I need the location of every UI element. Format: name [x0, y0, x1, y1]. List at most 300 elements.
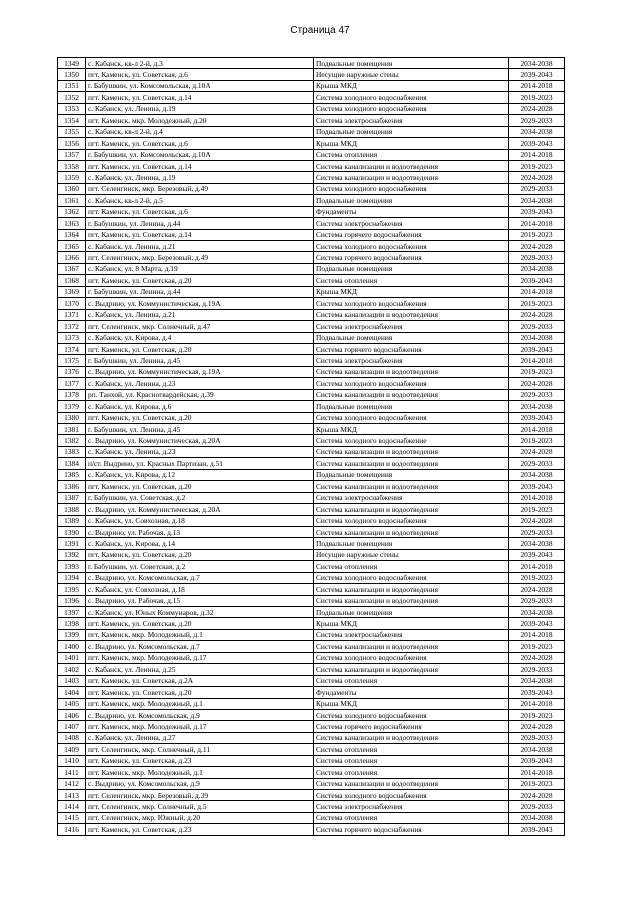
row-system: Система отопления — [314, 561, 509, 572]
row-period: 2014-2018 — [509, 492, 565, 503]
row-system: Система горячего водоснабжения — [314, 229, 509, 240]
row-system: Подвальные помещения — [314, 607, 509, 618]
table-row — [58, 572, 565, 583]
row-system: Крыша МКД — [314, 138, 509, 149]
row-number: 1397 — [58, 607, 86, 618]
row-address: пгт. Селенгинск, мкр. Березовый, д.49 — [86, 183, 314, 194]
row-system: Система холодного водоснабжения — [314, 103, 509, 114]
row-address: рп. Танхой, ул. Красногвардейская, д.39 — [86, 389, 314, 400]
row-number: 1416 — [58, 824, 86, 835]
row-system: Система канализации и водоотведения — [314, 664, 509, 675]
table-row — [58, 69, 565, 80]
row-address: г. Бабушкин, ул. Ленина, д.45 — [86, 355, 314, 366]
row-number: 1375 — [58, 355, 86, 366]
row-address: п/ст. Выдрино, ул. Красных Партизан, д.51 — [86, 458, 314, 469]
row-number: 1360 — [58, 183, 86, 194]
row-address: с. Выдрино, ул. Комсомольская, д.9 — [86, 709, 314, 720]
row-period: 2019-2023 — [509, 92, 565, 103]
row-system: Система холодного водоснабжения — [314, 378, 509, 389]
row-number: 1380 — [58, 412, 86, 423]
row-system: Система холодного водоснабжения — [314, 652, 509, 663]
table-row — [58, 607, 565, 618]
table-row — [58, 160, 565, 171]
table-row — [58, 355, 565, 366]
table-row — [58, 801, 565, 812]
row-number: 1395 — [58, 584, 86, 595]
row-period: 2024-2028 — [509, 515, 565, 526]
row-number: 1353 — [58, 103, 86, 114]
row-period: 2024-2028 — [509, 721, 565, 732]
row-number: 1356 — [58, 138, 86, 149]
row-period: 2039-2043 — [509, 206, 565, 217]
row-period: 2029-2033 — [509, 526, 565, 537]
row-system: Система электроснабжения — [314, 801, 509, 812]
row-address: с. Выдрино, ул. Комсомольская, д.7 — [86, 641, 314, 652]
row-system: Система канализации и водоотведения — [314, 389, 509, 400]
row-address: г. Бабушкин, ул. Комсомольская, д.10А — [86, 149, 314, 160]
row-period: 2019-2023 — [509, 435, 565, 446]
table-row — [58, 709, 565, 720]
row-system: Система отопления — [314, 744, 509, 755]
row-system: Система канализации и водоотведения — [314, 584, 509, 595]
table-row — [58, 618, 565, 629]
table-row — [58, 504, 565, 515]
table-row — [58, 446, 565, 457]
row-address: с. Выдрино, ул. Комсомольская, д.9 — [86, 778, 314, 789]
row-system: Подвальные помещения — [314, 469, 509, 480]
row-number: 1374 — [58, 343, 86, 354]
row-address: пгт. Каменск, ул. Советская, д.20 — [86, 549, 314, 560]
table-row — [58, 515, 565, 526]
row-system: Система канализации и водоотведения — [314, 778, 509, 789]
row-address: с. Выдрино, ул. Коммунистическая, д.19А — [86, 366, 314, 377]
row-address: г. Бабушкин, ул. Комсомольская, д.10А — [86, 80, 314, 91]
row-address: пгт. Каменск, ул. Советская, д.14 — [86, 229, 314, 240]
row-address: пгт. Каменск, ул. Советская, д.20 — [86, 618, 314, 629]
row-number: 1362 — [58, 206, 86, 217]
row-period: 2039-2043 — [509, 343, 565, 354]
table-row — [58, 424, 565, 435]
row-number: 1361 — [58, 195, 86, 206]
row-period: 2034-2038 — [509, 538, 565, 549]
row-period: 2019-2023 — [509, 366, 565, 377]
registry-table — [57, 57, 565, 836]
table-row — [58, 332, 565, 343]
row-address: пгт. Каменск, ул. Советская, д.20 — [86, 412, 314, 423]
row-system: Фундаменты — [314, 206, 509, 217]
row-number: 1370 — [58, 298, 86, 309]
row-period: 2029-2033 — [509, 183, 565, 194]
row-number: 1364 — [58, 229, 86, 240]
row-system: Система канализации и водоотведения — [314, 504, 509, 515]
row-address: с. Кабанск, кв-л 2-й, д.4 — [86, 126, 314, 137]
row-period: 2029-2033 — [509, 801, 565, 812]
row-address: пгт. Селенгинск, мкр. Березовый, д.49 — [86, 252, 314, 263]
row-number: 1390 — [58, 526, 86, 537]
row-number: 1357 — [58, 149, 86, 160]
row-system: Система электроснабжения — [314, 218, 509, 229]
table-row — [58, 561, 565, 572]
row-period: 2039-2043 — [509, 824, 565, 835]
row-system: Система холодного водоснабжения — [314, 183, 509, 194]
row-system: Система канализации и водоотведения — [314, 481, 509, 492]
row-address: с. Кабанск, ул. Ленина, д.21 — [86, 309, 314, 320]
row-address: с. Кабанск, ул. Ленина, д.19 — [86, 172, 314, 183]
row-number: 1386 — [58, 481, 86, 492]
row-address: пгт. Каменск, мкр. Молодежный, д.17 — [86, 652, 314, 663]
table-row — [58, 629, 565, 640]
row-system: Система канализации и водоотведения — [314, 641, 509, 652]
table-row — [58, 126, 565, 137]
table-row — [58, 412, 565, 423]
row-period: 2019-2023 — [509, 709, 565, 720]
row-address: с. Выдрино, ул. Рабочая, д.13 — [86, 526, 314, 537]
row-number: 1401 — [58, 652, 86, 663]
row-period: 2039-2043 — [509, 138, 565, 149]
row-period: 2024-2028 — [509, 172, 565, 183]
row-number: 1392 — [58, 549, 86, 560]
row-period: 2034-2038 — [509, 744, 565, 755]
row-system: Система горячего водоснабжения — [314, 343, 509, 354]
row-number: 1352 — [58, 92, 86, 103]
row-system: Крыша МКД — [314, 618, 509, 629]
row-address: пгт. Селенгинск, мкр. Березовый, д.39 — [86, 790, 314, 801]
row-period: 2024-2028 — [509, 790, 565, 801]
row-address: пгт. Каменск, ул. Советская, д.2А — [86, 675, 314, 686]
row-address: г. Бабушкин, ул. Советская, д.2 — [86, 561, 314, 572]
row-period: 2034-2038 — [509, 607, 565, 618]
row-period: 2039-2043 — [509, 549, 565, 560]
row-period: 2019-2023 — [509, 641, 565, 652]
row-number: 1388 — [58, 504, 86, 515]
table-row — [58, 275, 565, 286]
row-address: пгт. Каменск, ул. Советская, д.20 — [86, 687, 314, 698]
table-row — [58, 481, 565, 492]
row-address: с. Кабанск, ул. Кирова, д.4 — [86, 332, 314, 343]
row-number: 1351 — [58, 80, 86, 91]
row-period: 2039-2043 — [509, 618, 565, 629]
row-system: Крыша МКД — [314, 698, 509, 709]
row-address: с. Кабанск, ул. 8 Марта, д.19 — [86, 263, 314, 274]
row-address: пгт. Каменск, ул. Советская, д.6 — [86, 69, 314, 80]
row-number: 1349 — [58, 58, 86, 69]
row-address: с. Выдрино, ул. Комсомольская, д.7 — [86, 572, 314, 583]
row-period: 2024-2028 — [509, 309, 565, 320]
row-system: Система отопления — [314, 675, 509, 686]
row-period: 2019-2023 — [509, 504, 565, 515]
row-system: Система холодного водоснабжения — [314, 92, 509, 103]
row-number: 1366 — [58, 252, 86, 263]
row-address: с. Выдрино, ул. Коммунистическая, д.19А — [86, 298, 314, 309]
row-address: пгт. Селенгинск, мкр. Солнечный, д.5 — [86, 801, 314, 812]
row-address: с. Кабанск, ул. Ленина, д.23 — [86, 446, 314, 457]
row-system: Система отопления — [314, 755, 509, 766]
table-row — [58, 435, 565, 446]
row-number: 1379 — [58, 401, 86, 412]
table-row — [58, 652, 565, 663]
table-row — [58, 721, 565, 732]
row-period: 2039-2043 — [509, 275, 565, 286]
table-row — [58, 172, 565, 183]
row-period: 2039-2043 — [509, 412, 565, 423]
row-system: Система электроснабжения — [314, 355, 509, 366]
row-period: 2034-2038 — [509, 401, 565, 412]
row-address: пгт. Каменск, ул. Советская, д.23 — [86, 755, 314, 766]
row-period: 2019-2023 — [509, 160, 565, 171]
row-number: 1402 — [58, 664, 86, 675]
row-number: 1413 — [58, 790, 86, 801]
row-number: 1387 — [58, 492, 86, 503]
row-number: 1412 — [58, 778, 86, 789]
row-number: 1403 — [58, 675, 86, 686]
row-address: с. Выдрино, ул. Рабочая, д.15 — [86, 595, 314, 606]
row-address: г. Бабушкин, ул. Ленина, д.44 — [86, 218, 314, 229]
row-system: Система холодного водоснабжения — [314, 515, 509, 526]
row-system: Подвальные помещения — [314, 58, 509, 69]
row-address: с. Кабанск, ул. Кирова, д.14 — [86, 538, 314, 549]
row-system: Система канализации и водоотведения — [314, 526, 509, 537]
row-system: Крыша МКД — [314, 80, 509, 91]
row-number: 1384 — [58, 458, 86, 469]
row-address: г. Бабушкин, ул. Ленина, д.45 — [86, 424, 314, 435]
table-row — [58, 744, 565, 755]
row-system: Система отопления — [314, 275, 509, 286]
row-period: 2024-2028 — [509, 446, 565, 457]
row-number: 1371 — [58, 309, 86, 320]
page-title: Страница 47 — [290, 25, 350, 36]
table-row — [58, 469, 565, 480]
row-system: Крыша МКД — [314, 286, 509, 297]
row-period: 2034-2038 — [509, 332, 565, 343]
row-number: 1383 — [58, 446, 86, 457]
row-system: Система канализации и водоотведения — [314, 732, 509, 743]
row-period: 2034-2038 — [509, 812, 565, 823]
row-period: 2014-2018 — [509, 698, 565, 709]
row-period: 2039-2043 — [509, 481, 565, 492]
row-address: г. Бабушкин, ул. Ленина, д.44 — [86, 286, 314, 297]
table-row — [58, 80, 565, 91]
table-row — [58, 149, 565, 160]
row-number: 1410 — [58, 755, 86, 766]
registry-table-body — [58, 58, 565, 836]
row-period: 2029-2033 — [509, 732, 565, 743]
row-address: пгт. Каменск, мкр. Молодежный, д.1 — [86, 698, 314, 709]
table-row — [58, 58, 565, 69]
row-period: 2029-2033 — [509, 389, 565, 400]
row-number: 1389 — [58, 515, 86, 526]
row-system: Подвальные помещения — [314, 332, 509, 343]
row-number: 1405 — [58, 698, 86, 709]
row-period: 2014-2018 — [509, 149, 565, 160]
row-address: с. Выдрино, ул. Коммунистическая, д.20А — [86, 435, 314, 446]
row-number: 1407 — [58, 721, 86, 732]
row-number: 1409 — [58, 744, 86, 755]
row-system: Система отопления — [314, 767, 509, 778]
table-row — [58, 790, 565, 801]
row-address: пгт. Каменск, ул. Советская, д.14 — [86, 92, 314, 103]
row-system: Система холодного водоснабжения — [314, 572, 509, 583]
row-address: с. Кабанск, ул. Кирова, д.6 — [86, 401, 314, 412]
table-row — [58, 778, 565, 789]
row-period: 2034-2038 — [509, 126, 565, 137]
table-row — [58, 526, 565, 537]
row-period: 2014-2018 — [509, 767, 565, 778]
row-period: 2029-2033 — [509, 664, 565, 675]
table-row — [58, 824, 565, 835]
table-row — [58, 492, 565, 503]
row-system: Подвальные помещения — [314, 538, 509, 549]
table-row — [58, 755, 565, 766]
table-row — [58, 732, 565, 743]
row-system: Система холодного водоснабжения — [314, 241, 509, 252]
row-period: 2014-2018 — [509, 561, 565, 572]
row-number: 1396 — [58, 595, 86, 606]
row-address: пгт. Каменск, ул. Советская, д.6 — [86, 206, 314, 217]
table-row — [58, 687, 565, 698]
row-period: 2019-2023 — [509, 778, 565, 789]
row-number: 1359 — [58, 172, 86, 183]
row-number: 1381 — [58, 424, 86, 435]
table-row — [58, 366, 565, 377]
row-number: 1385 — [58, 469, 86, 480]
row-number: 1406 — [58, 709, 86, 720]
row-address: с. Кабанск, кв-л 2-й, д.5 — [86, 195, 314, 206]
row-number: 1373 — [58, 332, 86, 343]
row-system: Система холодного водоснабжения — [314, 709, 509, 720]
row-address: пгт. Каменск, ул. Советская, д.20 — [86, 481, 314, 492]
row-address: пгт. Каменск, мкр. Молодежный, д.20 — [86, 115, 314, 126]
row-number: 1368 — [58, 275, 86, 286]
row-number: 1363 — [58, 218, 86, 229]
row-period: 2019-2023 — [509, 229, 565, 240]
row-number: 1394 — [58, 572, 86, 583]
row-system: Крыша МКД — [314, 424, 509, 435]
table-row — [58, 595, 565, 606]
row-period: 2034-2038 — [509, 469, 565, 480]
row-period: 2024-2028 — [509, 652, 565, 663]
row-number: 1369 — [58, 286, 86, 297]
table-row — [58, 241, 565, 252]
table-row — [58, 195, 565, 206]
row-period: 2014-2018 — [509, 424, 565, 435]
row-address: пгт. Каменск, ул. Советская, д.20 — [86, 275, 314, 286]
row-period: 2034-2038 — [509, 263, 565, 274]
row-system: Система канализации и водоотведения — [314, 309, 509, 320]
row-system: Система холодного водоснабжения — [314, 298, 509, 309]
table-row — [58, 298, 565, 309]
table-row — [58, 664, 565, 675]
row-period: 2029-2033 — [509, 595, 565, 606]
row-period: 2014-2018 — [509, 218, 565, 229]
row-system: Система канализации и водоотведения — [314, 595, 509, 606]
row-period: 2029-2033 — [509, 458, 565, 469]
row-system: Система канализации и водоотведения — [314, 458, 509, 469]
row-period: 2029-2033 — [509, 252, 565, 263]
row-address: с. Кабанск, ул. Ленина, д.27 — [86, 732, 314, 743]
table-row — [58, 458, 565, 469]
row-system: Подвальные помещения — [314, 263, 509, 274]
row-period: 2014-2018 — [509, 80, 565, 91]
row-period: 2024-2028 — [509, 378, 565, 389]
row-number: 1391 — [58, 538, 86, 549]
row-address: пгт. Каменск, ул. Советская, д.23 — [86, 824, 314, 835]
table-row — [58, 389, 565, 400]
row-system: Система канализации и водоотведения — [314, 366, 509, 377]
table-row — [58, 138, 565, 149]
row-number: 1377 — [58, 378, 86, 389]
row-system: Система холодного водоснабжение — [314, 435, 509, 446]
row-number: 1408 — [58, 732, 86, 743]
row-address: с. Кабанск, ул. Ленина, д.19 — [86, 103, 314, 114]
row-system: Система электроснабжения — [314, 629, 509, 640]
table-row — [58, 767, 565, 778]
table-row — [58, 252, 565, 263]
row-system: Система холодного водоснабжения — [314, 790, 509, 801]
row-system: Несущие наружные стены — [314, 69, 509, 80]
table-row — [58, 183, 565, 194]
table-row — [58, 115, 565, 126]
row-system: Подвальные помещения — [314, 126, 509, 137]
row-number: 1414 — [58, 801, 86, 812]
row-number: 1399 — [58, 629, 86, 640]
table-row — [58, 549, 565, 560]
row-number: 1355 — [58, 126, 86, 137]
row-address: пгт. Каменск, мкр. Молодежный, д.1 — [86, 767, 314, 778]
table-row — [58, 641, 565, 652]
row-address: пгт. Каменск, ул. Советская, д.14 — [86, 160, 314, 171]
row-period: 2034-2038 — [509, 195, 565, 206]
row-system: Система электроснабжения — [314, 321, 509, 332]
row-system: Несущие наружные стены — [314, 549, 509, 560]
row-number: 1354 — [58, 115, 86, 126]
table-row — [58, 812, 565, 823]
table-row — [58, 343, 565, 354]
row-system: Подвальные помещения — [314, 195, 509, 206]
row-number: 1378 — [58, 389, 86, 400]
row-system: Система горячего водоснабжения — [314, 824, 509, 835]
row-address: пгт. Каменск, мкр. Молодежный, д.1 — [86, 629, 314, 640]
row-system: Система горячего водоснабжения — [314, 252, 509, 263]
row-system: Система электроснабжения — [314, 492, 509, 503]
row-period: 2024-2028 — [509, 584, 565, 595]
table-row — [58, 229, 565, 240]
row-number: 1376 — [58, 366, 86, 377]
row-number: 1398 — [58, 618, 86, 629]
row-system: Подвальные помещения — [314, 401, 509, 412]
row-period: 2039-2043 — [509, 687, 565, 698]
row-period: 2024-2028 — [509, 241, 565, 252]
row-address: с. Кабанск, кв-л 2-й, д.3 — [86, 58, 314, 69]
row-number: 1372 — [58, 321, 86, 332]
row-number: 1404 — [58, 687, 86, 698]
row-address: с. Кабанск, ул. Совхозная, д.18 — [86, 584, 314, 595]
row-number: 1367 — [58, 263, 86, 274]
row-address: с. Кабанск, ул. Ленина, д.23 — [86, 378, 314, 389]
row-system: Система холодного водоснабжения — [314, 412, 509, 423]
table-row — [58, 263, 565, 274]
row-system: Система отопления — [314, 149, 509, 160]
row-period: 2019-2023 — [509, 298, 565, 309]
row-number: 1358 — [58, 160, 86, 171]
row-address: пгт. Селенгинск, мкр. Солнечный, д.11 — [86, 744, 314, 755]
row-address: пгт. Каменск, ул. Советская, д.20 — [86, 343, 314, 354]
row-address: с. Кабанск, ул. Ленина, д.25 — [86, 664, 314, 675]
row-address: с. Кабанск, ул. Совхозная, д.18 — [86, 515, 314, 526]
table-row — [58, 675, 565, 686]
row-number: 1350 — [58, 69, 86, 80]
table-row — [58, 584, 565, 595]
row-system: Система электроснабжения — [314, 115, 509, 126]
